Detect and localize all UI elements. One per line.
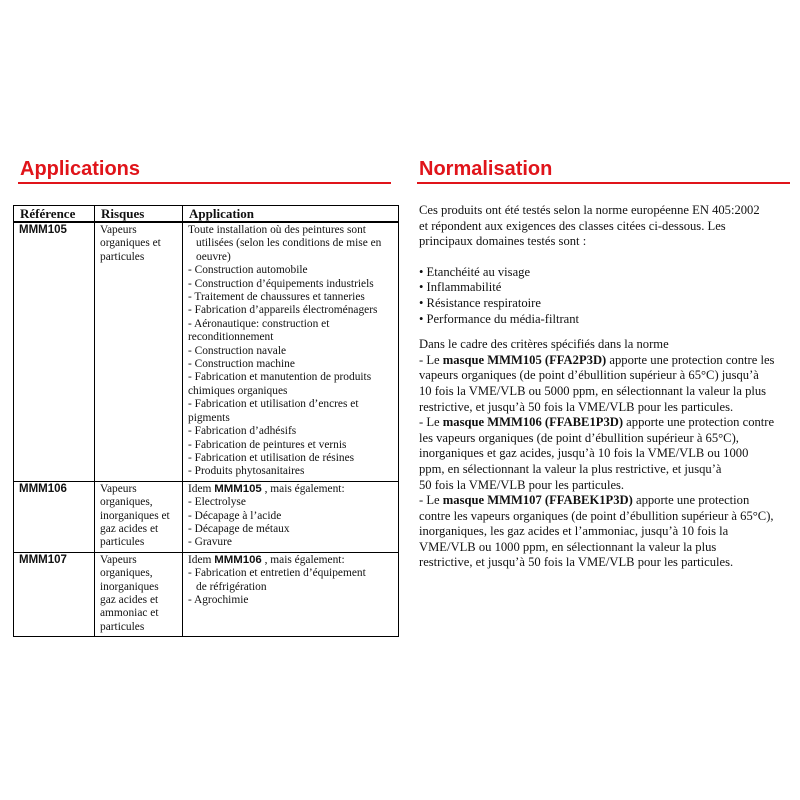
application-line: - Electrolyse [188,496,246,509]
mask-line: contre les vapeurs organiques (de point d’ébullition supérieur à 65°C), [419,508,774,523]
mask-line: 10 fois la VME/VLB ou 5000 ppm, en sélectionnant la valeur la plus [419,383,767,398]
risk-line: inorganiques [100,580,159,593]
list-item: • Performance du média-filtrant [419,311,580,326]
mask-line: les vapeurs organiques (de point d’ébullition supérieur à 65°C), [419,430,739,445]
list-item: • Etanchéité au visage [419,264,531,279]
intro-line: et répondent aux exigences des classes citées ci-dessous. Les [419,218,726,233]
mask-line: 50 fois la VME/VLB pour les particules. [419,477,625,492]
application-line: - Construction navale [188,344,287,357]
risk-line: gaz acides et [100,522,159,535]
mask-first-line [419,415,795,431]
application-line: - Traitement de chaussures et tanneries [188,291,365,304]
idem-line [188,554,395,567]
application-line: reconditionnement [188,331,274,344]
mask-line: restrictive, et jusqu’à 50 fois la VME/VLB pour les particules. [419,555,734,570]
applications-title-rule [18,182,391,184]
application-line: utilisées (selon les conditions de mise en [196,237,382,250]
intro-paragraph [419,203,795,250]
mask-text: apporte une protection contre [623,415,775,430]
risk-line: gaz acides et [100,593,159,606]
header-application: Application [183,206,399,223]
application-line: - Construction d’équipements industriels [188,277,374,290]
application-line: pigments [188,411,230,424]
risks-cell [95,222,183,481]
mask-first-line [419,493,795,509]
application-line: - Décapage à l’acide [188,509,282,522]
application-line: - Fabrication de peintures et vernis [188,438,347,451]
idem-reference: MMM106 [214,553,262,566]
risk-line: Vapeurs [100,482,137,495]
idem-suffix: , mais également: [261,482,345,495]
mask-name: masque MMM107 (FFABEK1P3D) [442,493,633,508]
mask-line: inorganiques, les gaz acides et l’ammoniac, jusqu’à 10 fois la [419,524,729,539]
application-cell [183,481,399,552]
header-reference: Référence [14,206,95,223]
application-line: - Gravure [188,536,232,549]
application-cell [183,222,399,481]
table-row [14,552,399,636]
tested-domains-list [419,265,795,327]
mask-mmm107-paragraph [419,493,795,571]
application-line: - Décapage de métaux [188,522,290,535]
mask-line: vapeurs organiques (de point d’ébullition supérieur à 65°C) jusqu’à [419,368,759,383]
intro-line: Ces produits ont été testés selon la norme européenne EN 405:2002 [419,203,760,217]
risks-cell [95,481,183,552]
application-line: oeuvre) [196,250,231,263]
mask-line: restrictive, et jusqu’à 50 fois la VME/VLB pour les particules. [419,399,734,414]
risk-line: particules [100,250,145,263]
mask-line: VME/VLB ou 1000 ppm, en sélectionnant la valeur la plus [419,539,717,554]
list-item: • Inflammabilité [419,280,502,295]
mask-prefix: - Le [419,352,443,367]
idem-line [188,483,395,496]
application-line: - Fabrication et utilisation de résines [188,451,355,464]
table-row [14,481,399,552]
application-line: - Construction machine [188,358,295,371]
risks-cell [95,552,183,636]
mask-text: apporte une protection [632,493,750,508]
intro-line: principaux domaines testés sont : [419,234,587,249]
application-line: - Agrochimie [188,593,249,606]
risk-line: inorganiques et [100,509,170,522]
risk-line: organiques, [100,567,153,580]
mask-name: masque MMM105 (FFA2P3D) [442,352,607,367]
mask-name: masque MMM106 (FFABE1P3D) [442,415,624,430]
mask-mmm106-paragraph [419,415,795,493]
normalisation-title-rule [417,182,790,184]
mask-prefix: - Le [419,493,443,508]
table-header-row [14,206,399,223]
reference-cell: MMM106 [14,481,95,552]
normalisation-body [419,203,795,571]
application-line: - Fabrication et entretien d’équipement [188,567,366,580]
header-risks: Risques [95,206,183,223]
application-line: - Fabrication d’appareils électroménagers [188,304,378,317]
application-line: - Fabrication et manutention de produits [188,371,372,384]
application-cell [183,552,399,636]
risk-line: particules [100,620,145,633]
application-line: Toute installation où des peintures sont [188,224,366,236]
mask-prefix: - Le [419,415,443,430]
list-item: • Résistance respiratoire [419,295,541,310]
normalisation-title: Normalisation [419,158,553,180]
applications-table [13,205,399,637]
application-line: chimiques organiques [188,384,288,397]
risk-line: ammoniac et [100,607,159,620]
application-line: - Fabrication d’adhésifs [188,425,297,438]
mask-first-line [419,353,795,369]
risk-line: organiques, [100,496,153,509]
application-line: - Aéronautique: construction et [188,317,330,330]
application-line: de réfrigération [196,580,267,593]
idem-prefix: Idem [188,482,215,495]
idem-reference: MMM105 [214,482,262,495]
risk-line: Vapeurs [100,553,137,566]
reference-cell: MMM105 [14,222,95,481]
idem-suffix: , mais également: [261,553,345,566]
criteria-intro: Dans le cadre des critères spécifiés dans la norme [419,337,669,352]
mask-text: apporte une protection contre les [606,352,775,367]
application-line: - Fabrication et utilisation d’encres et [188,398,359,411]
risk-line: Vapeurs [100,224,137,236]
application-line: - Produits phytosanitaires [188,465,305,478]
mask-line: inorganiques et gaz acides, jusqu’à 10 fois la VME/VLB ou 1000 [419,446,749,461]
idem-prefix: Idem [188,553,215,566]
mask-line: ppm, en sélectionnant la valeur la plus restrictive, et jusqu’à [419,461,722,476]
risk-line: organiques et [100,237,161,250]
mask-mmm105-paragraph [419,353,795,415]
reference-cell: MMM107 [14,552,95,636]
table-row [14,222,399,481]
application-line: - Construction automobile [188,264,308,277]
risk-line: particules [100,536,145,549]
applications-title: Applications [20,158,141,180]
